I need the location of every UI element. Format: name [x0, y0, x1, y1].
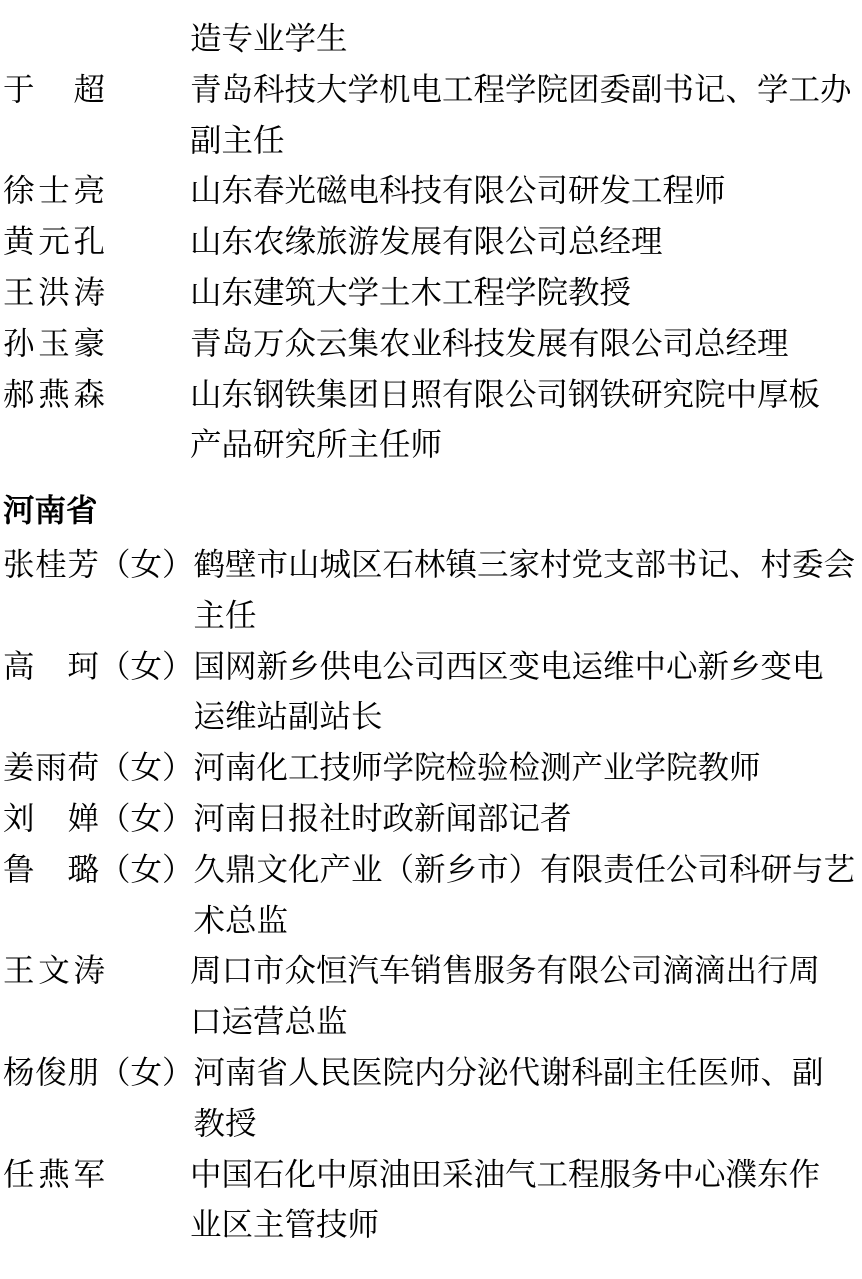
- description-line: 河南省人民医院内分泌代谢科副主任医师、副: [193, 1054, 824, 1090]
- laureate-name-text: 刘婵: [3, 800, 99, 836]
- description-line: 运维站副站长: [193, 699, 383, 735]
- description-line: 国网新乡供电公司西区变电运维中心新乡变电: [193, 648, 824, 684]
- description-line: 山东钢铁集团日照有限公司钢铁研究院中厚板: [190, 376, 821, 412]
- laureate-description: [190, 14, 862, 65]
- laureate-row: [3, 743, 862, 794]
- laureate-name-text: 杨俊朋: [3, 1054, 99, 1090]
- laureate-name-text: 郝燕森: [3, 376, 105, 412]
- laureate-name-text: 高珂: [3, 648, 99, 684]
- laureate-name-text: 张桂芳: [3, 546, 99, 582]
- laureate-description: [194, 743, 862, 794]
- laureate-description: [190, 1150, 862, 1252]
- laureate-row: [3, 1048, 862, 1150]
- laureate-row: [3, 794, 862, 845]
- description-line: 口运营总监: [190, 1004, 348, 1040]
- description-line: 青岛科技大学机电工程学院团委副书记、学工办: [190, 71, 852, 107]
- laureate-name-text: 王洪涛: [3, 274, 105, 310]
- laureate-description: [190, 946, 862, 1048]
- description-line: 久鼎文化产业（新乡市）有限责任公司科研与艺: [193, 851, 856, 887]
- laureate-row: [3, 642, 862, 744]
- laureate-name-text: 于超: [3, 71, 105, 107]
- laureate-name: [3, 65, 190, 116]
- laureate-row: [3, 268, 862, 319]
- female-marker: （女）: [99, 648, 194, 684]
- description-line: 青岛万众云集农业科技发展有限公司总经理: [190, 325, 789, 361]
- laureate-row: [3, 14, 862, 65]
- female-marker: （女）: [99, 851, 194, 887]
- laureate-name: [3, 743, 194, 794]
- laureate-row: [3, 217, 862, 268]
- description-line: 造专业学生: [190, 21, 348, 56]
- description-line: 主任: [193, 597, 257, 633]
- laureate-name: [3, 1048, 194, 1099]
- laureate-name-text: 姜雨荷: [3, 750, 99, 786]
- laureate-name-text: 鲁璐: [3, 851, 99, 887]
- laureate-name: [3, 166, 190, 217]
- female-marker: （女）: [99, 800, 194, 836]
- laureate-description: [194, 642, 862, 744]
- laureate-name: [3, 845, 194, 896]
- description-line: 副主任: [190, 122, 285, 158]
- laureate-name: [3, 642, 194, 693]
- description-line: 山东农缘旅游发展有限公司总经理: [190, 224, 663, 260]
- laureate-name-text: 黄元孔: [3, 224, 105, 260]
- description-line: 山东春光磁电科技有限公司研发工程师: [190, 173, 726, 209]
- laureate-description: [194, 540, 862, 642]
- laureate-description: [190, 268, 862, 319]
- description-line: 术总监: [193, 902, 289, 938]
- laureate-name: [3, 319, 190, 370]
- laureate-row: [3, 319, 862, 370]
- laureate-description: [194, 845, 862, 947]
- laureate-name: [3, 217, 190, 268]
- laureate-name-text: 王文涛: [3, 953, 105, 989]
- laureate-name: [3, 268, 190, 319]
- description-line: 中国石化中原油田采油气工程服务中心濮东作: [190, 1156, 821, 1192]
- laureate-name-text: 徐士亮: [3, 173, 105, 209]
- laureate-description: [190, 65, 862, 167]
- laureate-description: [190, 217, 862, 268]
- laureate-description: [194, 1048, 862, 1150]
- laureate-description: [190, 319, 862, 370]
- laureate-row: [3, 845, 862, 947]
- laureate-name-text: 任燕军: [3, 1156, 105, 1192]
- laureate-name: [3, 946, 190, 997]
- laureate-name: [3, 1150, 190, 1201]
- laureate-row: [3, 166, 862, 217]
- description-line: 鹤壁市山城区石林镇三家村党支部书记、村委会: [193, 546, 856, 582]
- laureate-name: [3, 540, 194, 591]
- laureate-description: [194, 794, 862, 845]
- laureate-name: [3, 370, 190, 421]
- province-section-header: 河南省: [3, 492, 98, 529]
- female-marker: （女）: [99, 546, 194, 582]
- description-line: 河南化工技师学院检验检测产业学院教师: [193, 750, 761, 786]
- female-marker: （女）: [99, 750, 194, 786]
- laureate-description: [190, 370, 862, 472]
- document-body: [3, 14, 862, 1251]
- description-line: 周口市众恒汽车销售服务有限公司滴滴出行周: [190, 953, 821, 989]
- description-line: 山东建筑大学土木工程学院教授: [190, 274, 632, 310]
- laureate-row: [3, 370, 862, 472]
- laureate-row: [3, 946, 862, 1048]
- laureate-row: [3, 1150, 862, 1252]
- laureate-name: [3, 794, 194, 845]
- description-line: 河南日报社时政新闻部记者: [193, 800, 572, 836]
- female-marker: （女）: [99, 1054, 194, 1090]
- description-line: 产品研究所主任师: [190, 427, 443, 463]
- laureate-row: [3, 540, 862, 642]
- description-line: 教授: [193, 1105, 257, 1141]
- description-line: 业区主管技师: [190, 1207, 380, 1243]
- laureate-row: [3, 65, 862, 167]
- laureate-description: [190, 166, 862, 217]
- laureate-name-text: 孙玉豪: [3, 325, 105, 361]
